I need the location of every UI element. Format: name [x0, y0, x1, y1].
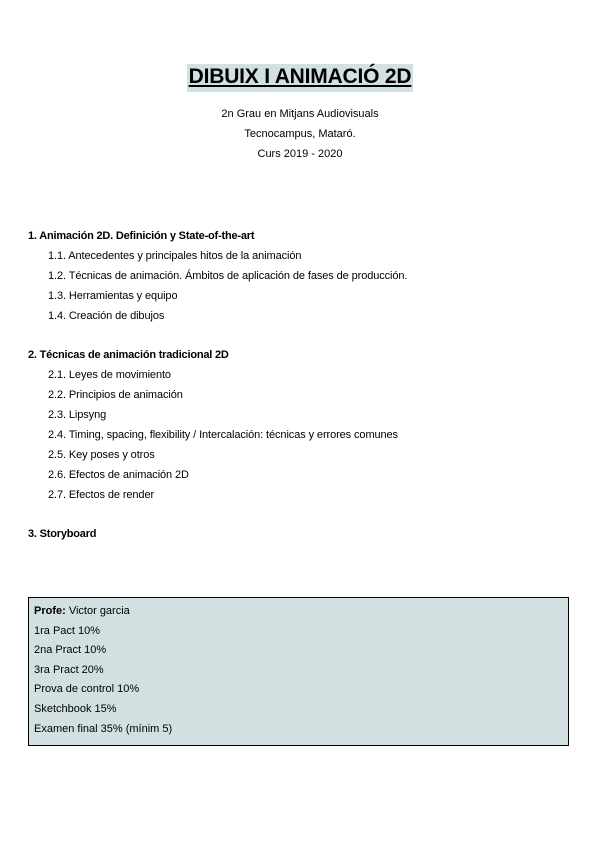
section-item: 2.4. Timing, spacing, flexibility / Intercalación: técnicas y errores comunes	[48, 429, 398, 441]
section-title: 2. Técnicas de animación tradicional 2D	[28, 349, 229, 361]
grade-weight-line: 1ra Pact 10%	[34, 624, 101, 637]
section-3	[28, 524, 588, 544]
section-item: 1.1. Antecedentes y principales hitos de la animación	[48, 250, 302, 262]
grade-weight-line: Prova de control 10%	[34, 683, 140, 696]
section-item: 2.1. Leyes de movimiento	[48, 369, 171, 381]
section-1	[28, 226, 588, 326]
grade-weight-line: Sketchbook 15%	[34, 702, 117, 715]
document-title: DIBUIX I ANIMACIÓ 2D	[187, 64, 414, 92]
professor-line	[34, 601, 563, 621]
section-item: 2.3. Lipsyng	[48, 409, 107, 421]
subtitle-institution: Tecnocampus, Mataró.	[244, 128, 356, 140]
section-item: 1.3. Herramientas y equipo	[48, 290, 178, 302]
subtitle-course-year: Curs 2019 - 2020	[257, 148, 343, 160]
section-title: 3. Storyboard	[28, 528, 97, 540]
section-item: 2.2. Principios de animación	[48, 389, 183, 401]
section-2	[28, 345, 588, 505]
professor-label: Profe:	[34, 605, 66, 617]
grade-weight-line: Examen final 35% (mínim 5)	[34, 722, 173, 735]
subtitle-degree: 2n Grau en Mitjans Audiovisuals	[221, 108, 379, 120]
section-item: 1.4. Creación de dibujos	[48, 310, 165, 322]
section-item: 2.5. Key poses y otros	[48, 449, 155, 461]
evaluation-info-box	[28, 597, 569, 746]
section-item: 2.6. Efectos de animación 2D	[48, 469, 189, 481]
section-items	[28, 365, 588, 505]
section-item: 2.7. Efectos de render	[48, 489, 155, 501]
professor-name: Victor garcia	[65, 605, 130, 617]
grade-weight-line: 3ra Pract 20%	[34, 663, 104, 676]
section-title: 1. Animación 2D. Definición y State-of-the-art	[28, 230, 255, 242]
section-item: 1.2. Técnicas de animación. Ámbitos de aplicación de fases de producción.	[48, 270, 408, 282]
section-items	[28, 246, 588, 326]
subtitle-block	[0, 104, 600, 164]
syllabus	[28, 226, 588, 563]
grade-weight-line: 2na Pract 10%	[34, 644, 107, 657]
title-wrapper	[0, 64, 600, 92]
